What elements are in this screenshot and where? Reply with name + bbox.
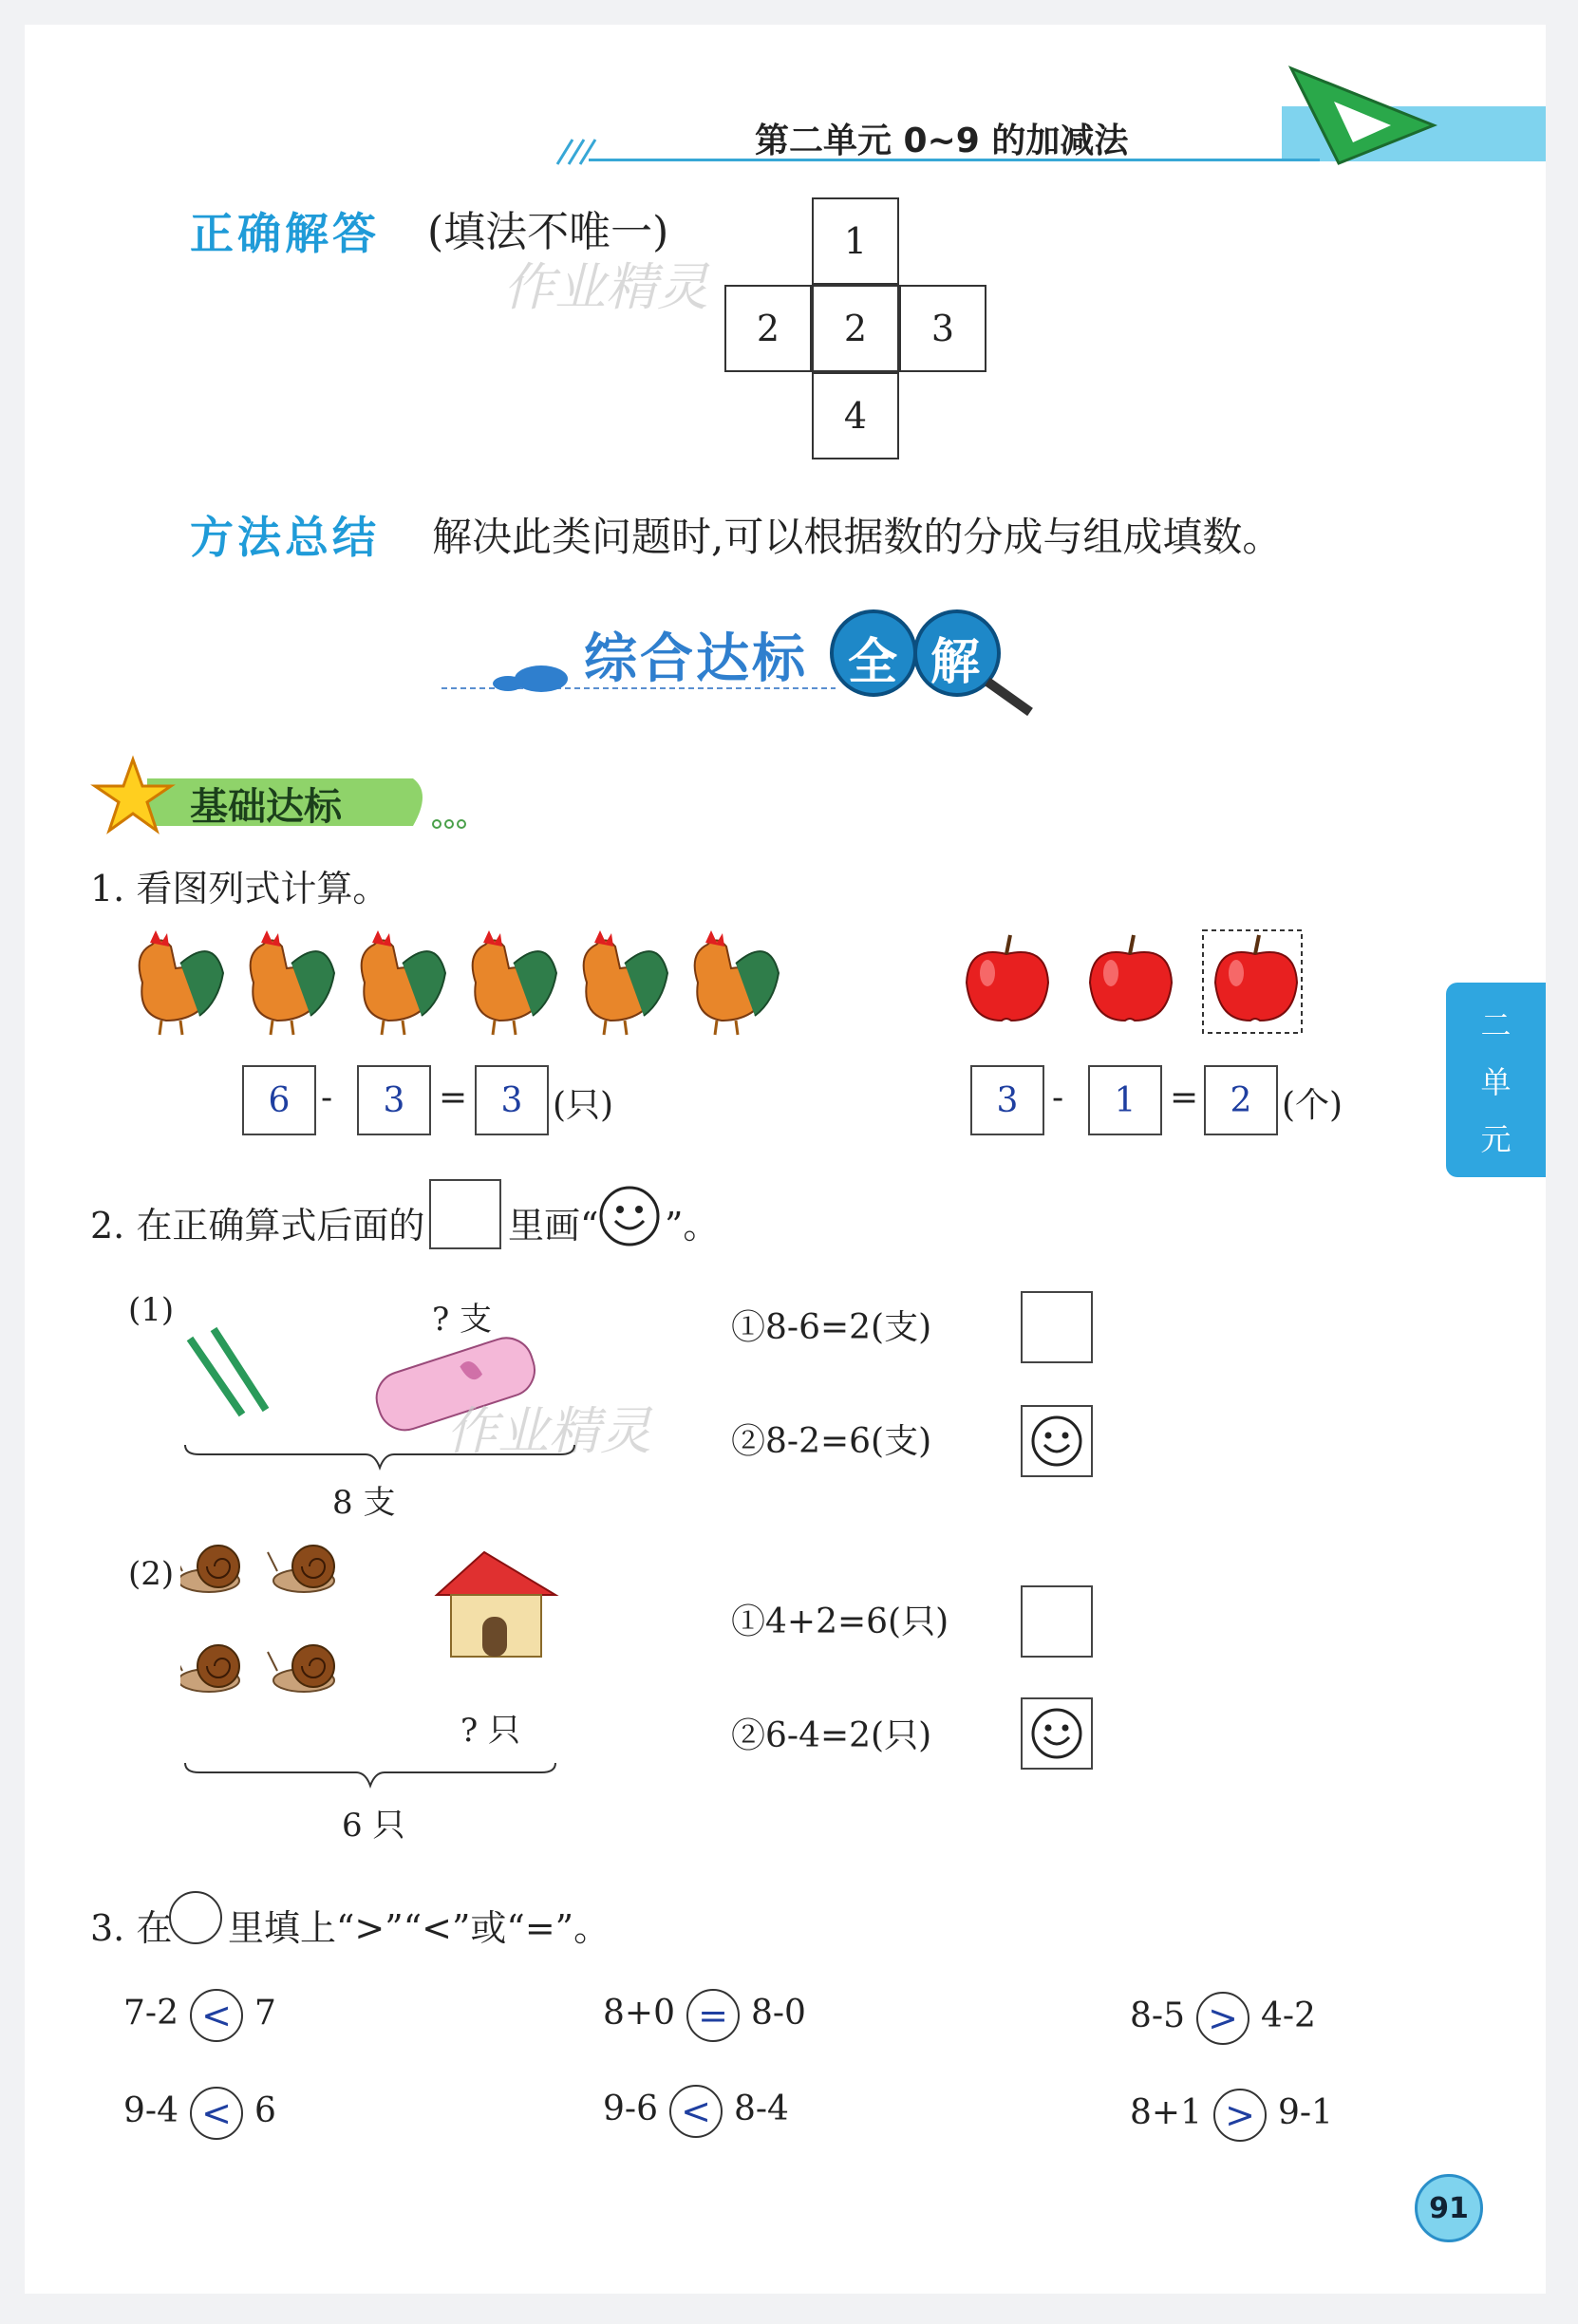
q1-prompt: 1. 看图列式计算。 bbox=[90, 868, 389, 909]
q1-eq2-b: 1 bbox=[1088, 1065, 1162, 1135]
q3-item-6-answer[interactable]: > bbox=[1213, 2089, 1267, 2142]
smiley-icon bbox=[1029, 1414, 1084, 1469]
q3-item-2-answer[interactable]: = bbox=[686, 1989, 740, 2042]
watermark-2: 作业精灵 bbox=[446, 1401, 651, 1461]
q3-item-3-answer[interactable]: > bbox=[1196, 1992, 1249, 2045]
q2-p1-opt1: ①8-6=2(支) bbox=[731, 1308, 932, 1347]
q1-eq1-a: 6 bbox=[242, 1065, 316, 1135]
q1-eq1-eq: = bbox=[439, 1078, 468, 1117]
q2-p1-opt2-box[interactable] bbox=[1021, 1405, 1093, 1477]
method-label: 方法总结 bbox=[190, 512, 380, 563]
side-tab-char-2: 单 bbox=[1480, 1063, 1512, 1100]
banner-badge-1: 全 bbox=[848, 634, 898, 691]
q2-p1-total-label: 8 支 bbox=[332, 1484, 396, 1522]
q1-eq2-eq: = bbox=[1170, 1078, 1199, 1117]
roosters-illustration bbox=[123, 926, 788, 1040]
q3-item-2: 8+0 = 8-0 bbox=[603, 1989, 806, 2042]
answer-label: 正确解答 bbox=[190, 208, 380, 259]
q2-prompt-c: ”。 bbox=[665, 1205, 720, 1246]
header-title: 第二单元 0~9 的加减法 bbox=[755, 122, 1129, 160]
q1-eq1-op: - bbox=[321, 1078, 333, 1117]
q3-item-1-answer[interactable]: < bbox=[190, 1989, 243, 2042]
sub-banner-title: 基础达标 bbox=[190, 785, 342, 829]
banner-title: 综合达标 bbox=[584, 628, 808, 690]
q1-eq2-op: - bbox=[1052, 1078, 1064, 1117]
q3-item-6: 8+1 > 9-1 bbox=[1130, 2089, 1333, 2142]
grid-bottom: 4 bbox=[812, 372, 899, 459]
q2-p1-question-label: ? 支 bbox=[432, 1301, 493, 1339]
q2-p1-opt1-box[interactable] bbox=[1021, 1291, 1093, 1363]
q2-p2-num: (2) bbox=[128, 1555, 175, 1593]
q2-p2-brace bbox=[180, 1761, 560, 1790]
q1-eq2-unit: (个) bbox=[1282, 1086, 1343, 1125]
watermark: 作业精灵 bbox=[503, 257, 708, 317]
q3-item-4-answer[interactable]: < bbox=[190, 2087, 243, 2140]
q3-prompt-a: 3. 在 bbox=[90, 1907, 173, 1949]
q3-item-4: 9-4 < 6 bbox=[123, 2087, 276, 2140]
q3-item-3: 8-5 > 4-2 bbox=[1130, 1992, 1316, 2045]
grid-left: 2 bbox=[724, 285, 812, 372]
q1-eq2-a: 3 bbox=[970, 1065, 1044, 1135]
q2-prompt-b: 里画“ bbox=[508, 1205, 599, 1246]
q3-prompt-b: 里填上“>”“<”或“=”。 bbox=[228, 1907, 611, 1949]
side-tab-char-3: 元 bbox=[1480, 1120, 1512, 1157]
q2-p1-opt2: ②8-2=6(支) bbox=[731, 1422, 932, 1461]
apples-illustration bbox=[959, 926, 1329, 1040]
q1-eq2-c: 2 bbox=[1204, 1065, 1278, 1135]
q2-prompt-a: 2. 在正确算式后面的 bbox=[90, 1205, 425, 1246]
q1-eq1-unit: (只) bbox=[553, 1086, 614, 1125]
q2-p2-opt2: ②6-4=2(只) bbox=[731, 1716, 932, 1755]
q2-p2-opt1-box[interactable] bbox=[1021, 1585, 1093, 1658]
q2-p1-num: (1) bbox=[128, 1291, 175, 1329]
header-slash-icon bbox=[555, 138, 603, 166]
method-text: 解决此类问题时,可以根据数的分成与组成填数。 bbox=[432, 514, 1283, 560]
q3-item-5: 9-6 < 8-4 bbox=[603, 2085, 789, 2138]
smiley-icon bbox=[598, 1185, 661, 1247]
q2-prompt-box bbox=[429, 1179, 501, 1249]
side-tab bbox=[1446, 983, 1546, 1177]
smiley-icon bbox=[1029, 1706, 1084, 1761]
q3-item-1: 7-2 < 7 bbox=[123, 1989, 276, 2042]
q2-p2-opt2-box[interactable] bbox=[1021, 1697, 1093, 1770]
q2-p2-opt1: ①4+2=6(只) bbox=[731, 1602, 949, 1641]
grid-center: 2 bbox=[812, 285, 899, 372]
banner-badge-2: 解 bbox=[930, 634, 981, 691]
set-square-icon bbox=[1282, 59, 1443, 173]
grid-top: 1 bbox=[812, 197, 899, 285]
answer-note: (填法不唯一) bbox=[427, 208, 669, 256]
q2-p2-total-label: 6 只 bbox=[342, 1807, 405, 1845]
grid-right: 3 bbox=[899, 285, 986, 372]
q1-eq1-c: 3 bbox=[475, 1065, 549, 1135]
q2-p1-brace bbox=[180, 1443, 579, 1471]
page-number: 91 bbox=[1415, 2174, 1483, 2242]
q3-prompt-circle bbox=[169, 1891, 222, 1944]
q1-eq1-b: 3 bbox=[357, 1065, 431, 1135]
q2-p2-question-label: ? 只 bbox=[460, 1712, 521, 1750]
side-tab-char-1: 二 bbox=[1480, 1006, 1512, 1043]
q3-item-5-answer[interactable]: < bbox=[669, 2085, 723, 2138]
